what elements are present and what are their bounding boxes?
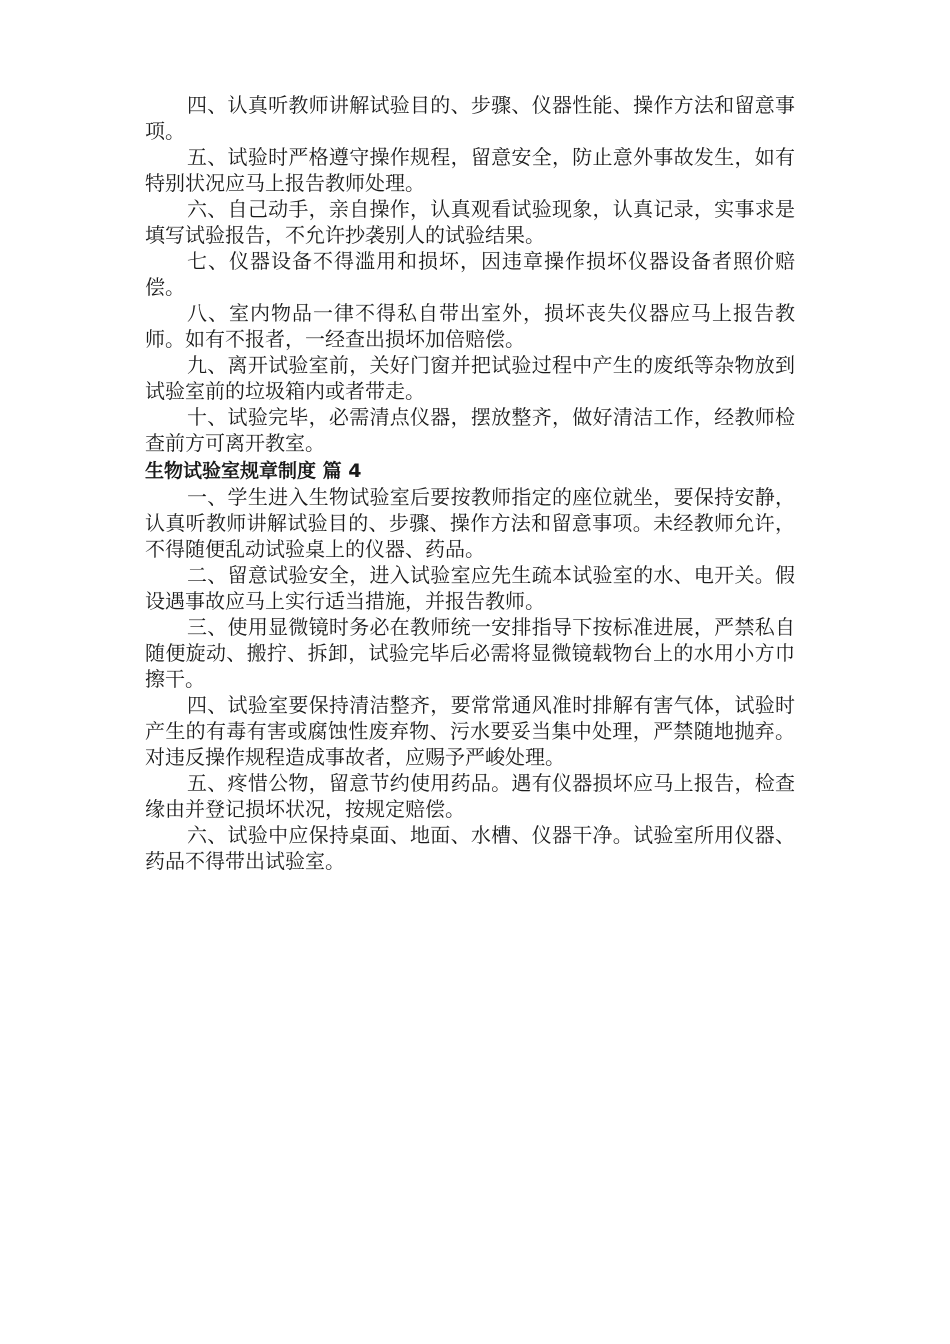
rule-item: 六、自己动手，亲自操作，认真观看试验现象，认真记录，实事求是填写试验报告，不允许抄袭别人的试验结果。	[145, 197, 795, 247]
rule-item: 九、离开试验室前，关好门窗并把试验过程中产生的废纸等杂物放到试验室前的垃圾箱内或者带走。	[145, 353, 795, 403]
document-page	[145, 92, 795, 874]
rule-item: 十、试验完毕，必需清点仪器，摆放整齐，做好清洁工作，经教师检查前方可离开教室。	[145, 405, 795, 455]
rule-item: 八、室内物品一律不得私自带出室外，损坏丧失仪器应马上报告教师。如有不报者，一经查出损坏加倍赔偿。	[145, 301, 795, 351]
rule-item: 五、疼惜公物，留意节约使用药品。遇有仪器损坏应马上报告，检查缘由并登记损坏状况，按规定赔偿。	[145, 771, 795, 821]
rule-item: 三、使用显微镜时务必在教师统一安排指导下按标准进展，严禁私自随便旋动、搬拧、拆卸，试验完毕后必需将显微镜载物台上的水用小方巾擦干。	[145, 615, 795, 691]
section-heading: 生物试验室规章制度 篇 4	[145, 460, 362, 482]
rule-item: 五、试验时严格遵守操作规程，留意安全，防止意外事故发生，如有特别状况应马上报告教师处理。	[145, 145, 795, 195]
rule-item: 六、试验中应保持桌面、地面、水槽、仪器干净。试验室所用仪器、药品不得带出试验室。	[145, 823, 795, 873]
rule-item: 二、留意试验安全，进入试验室应先生疏本试验室的水、电开关。假设遇事故应马上实行适当措施，并报告教师。	[145, 563, 795, 613]
rule-item: 七、仪器设备不得滥用和损坏，因违章操作损坏仪器设备者照价赔偿。	[145, 249, 795, 299]
rule-item: 一、学生进入生物试验室后要按教师指定的座位就坐，要保持安静，认真听教师讲解试验目的、步骤、操作方法和留意事项。未经教师允许，不得随便乱动试验桌上的仪器、药品。	[145, 485, 795, 561]
rule-item: 四、试验室要保持清洁整齐，要常常通风准时排解有害气体，试验时产生的有毒有害或腐蚀性废弃物、污水要妥当集中处理，严禁随地抛弃。对违反操作规程造成事故者，应赐予严峻处理。	[145, 693, 795, 769]
rule-item: 四、认真听教师讲解试验目的、步骤、仪器性能、操作方法和留意事项。	[145, 93, 795, 143]
